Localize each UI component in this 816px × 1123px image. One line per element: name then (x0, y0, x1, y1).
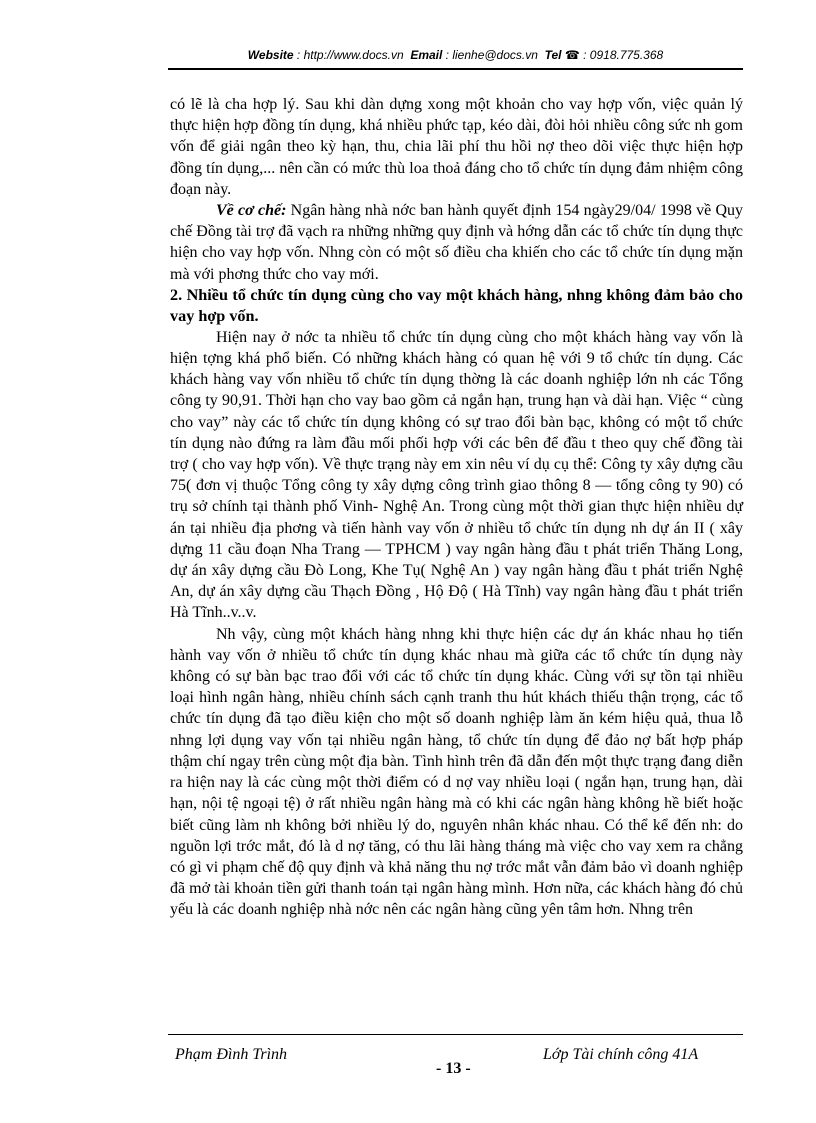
paragraph-3: Hiện nay ở nớc ta nhiều tổ chức tín dụng cùng cho một khách hàng vay vốn là hiện tợng khá phổ biến. Có những khách hàng có quan hệ với 9 tổ chức tín dụng. Các khách hàng vay vốn nhiều tổ chức tín dụng thờng là các doanh nghiệp lớn nh các Tổng công ty 90,91. Thời hạn cho vay bao gồm cả ngắn hạn, trung hạn và dài hạn. Việc “ cùng cho vay” này các tổ chức tín dụng không có sự trao đổi bàn bạc, không có một tổ chức tín dụng nào đứng ra làm đầu mối phối hợp với các bên để đầu t theo quy chế đồng tài trợ ( cho vay hợp vốn). Về thực trạng này em xin nêu ví dụ cụ thể: Công ty xây dựng cầu 75( đơn vị thuộc Tổng công ty xây dựng công trình giao thông 8 — tổng công ty 90) có trụ sở chính tại thành phố Vinh- Nghệ An. Trong cùng một thời gian thực hiện nhiều dự án tại nhiều địa phơng và tiến hành vay vốn ở nhiều tổ chức tín dụng nh dự án II ( xây dựng 11 cầu đoạn Nha Trang — TPHCM ) vay ngân hàng đầu t phát triển Thăng Long, dự án xây dựng cầu Đò Long, Khe Tụ( Nghệ An ) vay ngân hàng đầu t phát triển Nghệ An, dự án xây dựng cầu Thạch Đồng , Hộ Độ ( Hà Tĩnh) vay ngân hàng đầu t phát triển Hà Tĩnh..v..v. (170, 328, 743, 622)
paragraph-1: có lẽ là cha hợp lý. Sau khi dàn dựng xong một khoản cho vay hợp vốn, việc quản lý thực hiện hợp đồng tín dụng, khá nhiều phức tạp, kéo dài, đòi hỏi nhiều công sức nh gom vốn để giải ngân theo kỳ hạn, thu, chia lãi phí thu hồi nợ theo dõi việc thực hiện hợp đồng tín dụng,... nên cần có mức thù loa thoả đáng cho tổ chức tín dụng đảm nhiệm công đoạn này. (170, 96, 743, 198)
phone-icon: ☎ (564, 48, 580, 62)
page-header (168, 46, 743, 70)
footer-author: Phạm Đình Trình (175, 1046, 288, 1063)
paragraph-2-text: Ngân hàng nhà nớc ban hành quyết định 154 ngày29/04/ 1998 về Quy chế Đồng tài trợ đã vạch ra những những quy định và hớng dẫn các tổ chức tín dụng thực hiện cho vay hợp vốn. Nhng còn có một số điều cha khiến cho các tổ chức tín dụng mặn mà với phơng thức cho vay mới. (170, 202, 744, 283)
tel-label: Tel (544, 48, 562, 62)
email-value: : lienhe@docs.vn (445, 48, 538, 62)
paragraph-2-lead: Về cơ chế: (216, 202, 287, 220)
page-number: - 13 - (436, 1060, 471, 1077)
footer-divider (168, 1034, 743, 1035)
footer-class: Lớp Tài chính công 41A (543, 1046, 699, 1063)
tel-value: : 0918.775.368 (583, 48, 664, 62)
document-body (170, 94, 743, 921)
section-heading: 2. Nhiều tổ chức tín dụng cùng cho vay một khách hàng, nhng không đảm bảo cho vay hợp vốn. (170, 285, 743, 325)
paragraph-2 (170, 200, 743, 285)
website-value: : http://www.docs.vn (296, 48, 404, 62)
website-label: Website (247, 48, 294, 62)
paragraph-4: Nh vậy, cùng một khách hàng nhng khi thực hiện các dự án khác nhau họ tiến hành vay vốn ở nhiều tổ chức tín dụng khác nhau mà giữa các tổ chức tín dụng này không có sự bàn bạc trao đổi với các tổ chức tín dụng khác. Cùng với sự tồn tại nhiều loại hình ngân hàng, nhiều chính sách cạnh tranh thu hút khách thiếu thận trọng, các tổ chức tín dụng đã tạo điều kiện cho một số doanh nghiệp làm ăn kém hiệu quả, thua lỗ nhng lợi dụng vay vốn tại nhiều ngân hàng, tổ chức tín dụng để đảo nợ bất hợp pháp thậm chí ngay trên cùng một địa bàn. Tình hình trên đã dẫn đến một thực trạng đang diễn ra hiện nay là các cùng một thời điểm có d nợ vay nhiều loại ( ngắn hạn, trung hạn, dài hạn, nội tệ ngoại tệ) ở rất nhiều ngân hàng mà có khi các ngân hàng không hề biết hoặc biết cũng làm nh không bởi nhiều lý do, nguyên nhân khác nhau. Có thể kể đến nh: do nguồn lợi trớc mắt, đó là d nợ tăng, có thu lãi hàng tháng mà việc cho vay xem ra chẳng có gì vi phạm chế độ quy định và khả năng thu nợ trớc mắt vẫn đảm bảo vì doanh nghiệp đã mở tài khoản tiền gửi thanh toán tại ngân hàng mình. Hơn nữa, các khách hàng đó chủ yếu là các doanh nghiệp nhà nớc nên các ngân hàng cũng yên tâm hơn. Nhng trên (170, 625, 743, 919)
email-label: Email (410, 48, 443, 62)
